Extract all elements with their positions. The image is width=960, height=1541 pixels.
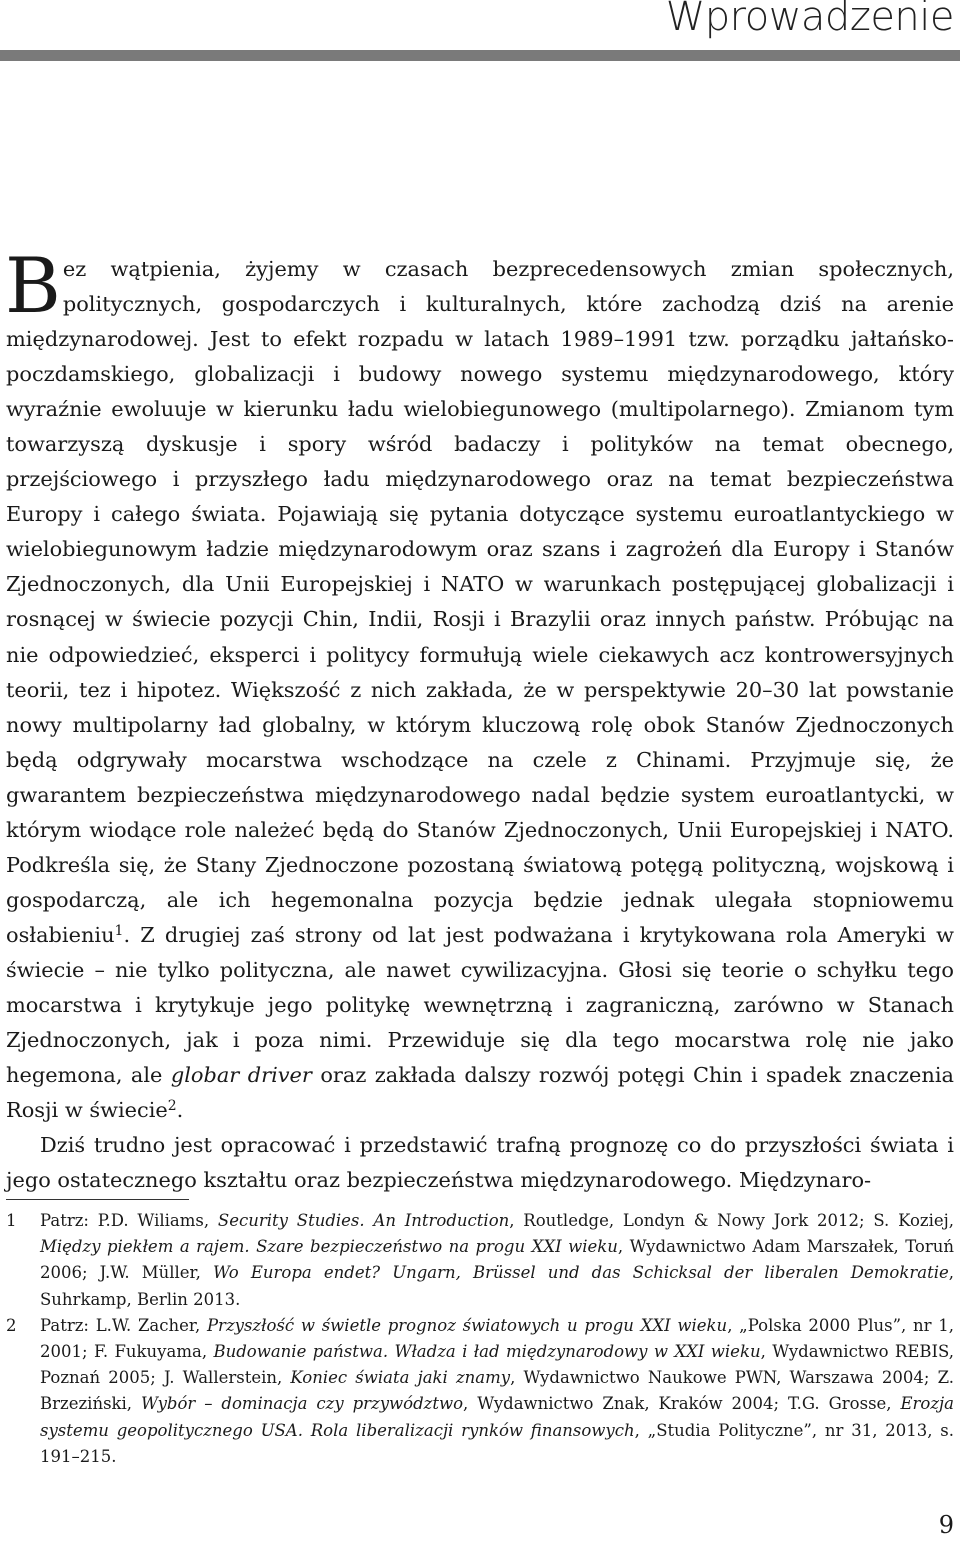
footnote-number: 1 (6, 1211, 17, 1230)
footnote-segment: Patrz: L.W. Zacher, (40, 1315, 207, 1335)
footnote-2 (6, 1313, 954, 1470)
footnote-title: Koniec świata jaki znamy (290, 1368, 511, 1388)
footnote-title: Wo Europa endet? Ungarn, Brüssel und das Schicksal der liberalen Demokratie (212, 1263, 949, 1283)
page-title: Wprowadzenie (665, 0, 954, 40)
footnote-segment: , „Polska 2000 Plus”, nr 1, 2001; F. Fukuyama, (40, 1315, 954, 1362)
footnote-separator (6, 1199, 189, 1200)
footnote-text (40, 1211, 954, 1309)
footnote-ref-1[interactable]: 1 (114, 922, 124, 939)
footnote-title: Security Studies. An Introduction (217, 1211, 510, 1230)
footnote-title: Wybór – dominacja czy przywództwo (140, 1394, 464, 1414)
footnote-segment: , Wydawnictwo Znak, Kraków 2004; T.G. Grosse, (463, 1394, 901, 1414)
footnote-1 (6, 1208, 954, 1313)
footnote-segment: , Wydawnictwo Adam Marszałek, Toruń 2006; J.W. Müller, (40, 1237, 955, 1283)
paragraph-1-text-3: oraz zakłada dalszy rozwój potęgi Chin i spadek znaczenia Rosji w świecie (6, 1063, 954, 1123)
header-rule (0, 50, 960, 61)
footnote-segment: , Wydawnictwo REBIS, Poznań 2005; J. Wallerstein, (40, 1342, 954, 1388)
footnote-title: Erozja systemu geopolitycznego USA. Rola liberalizacji rynków finansowych (40, 1394, 954, 1440)
paragraph-1-end: . (176, 1098, 184, 1123)
footnote-title: Przyszłość w świetle prognoz światowych u progu XXI wieku (206, 1315, 728, 1335)
footnote-segment: Patrz: P.D. Wiliams, (40, 1211, 218, 1230)
main-text (5, 241, 954, 1198)
footnote-title: Budowanie państwa. Władza i ład międzynarodowy w XXI wieku (213, 1342, 761, 1362)
paragraph-1-italic-term: globar driver (170, 1063, 312, 1088)
paragraph-1-text-1: ez wątpienia, żyjemy w czasach bezprecedensowych zmian społecznych, politycznych, gospodarczych i kulturalnych, które zachodzą dziś na arenie międzynarodowej. Jest to efekt rozpadu w latach 1989–1991 tzw. porządku jałtańsko-poczdamskiego, globalizacji i budowy nowego systemu międzynarodowego, który wyraźnie ewoluuje w kierunku ładu wielobiegunowego (multipolarnego). Zmianom tym towarzyszą dyskusje i spory wśród badaczy i polityków na temat obecnego, przejściowego i przyszłego ładu międzynarodowego oraz na temat bezpieczeństwa Europy i całego świata. Pojawiają się pytania dotyczące systemu euroatlantyckiego w wielobiegunowym ładzie międzynarodowym oraz szans i zagrożeń dla Europy i Stanów Zjednoczonych, dla Unii Europejskiej i NATO w warunkach postępującej globalizacji i rosnącej w świecie pozycji Chin, Indii, Rosji i Brazylii oraz innych państw. Próbując na nie odpowiedzieć, eksperci i politycy formułują wiele ciekawych acz kontrowersyjnych teorii, tez i hipotez. Większość z nich zakłada, że w perspektywie 20–30 lat powstanie nowy multipolarny ład globalny, w którym kluczową rolę obok Stanów Zjednoczonych będą odgrywały mocarstwa wschodzące na czele z Chinami. Przyjmuje się, że gwarantem bezpieczeństwa międzynarodowego nadal będzie system euroatlantycki, w którym wiodące role należeć będą do Stanów Zjednoczonych, Unii Europejskiej i NATO. Podkreśla się, że Stany Zjednoczone pozostaną światową potęgą polityczną, wojskową i gospodarczą, ale ich hegemonalna pozycja będzie jednak ulegała stopniowemu osłabieniu (6, 257, 954, 947)
paragraph-2: Dziś trudno jest opracować i przedstawić trafną prognozę co do przyszłości świata i jego ostatecznego kształtu oraz bezpieczeństwa międzynarodowego. Międzynaro- (6, 1133, 954, 1193)
footnote-number: 2 (6, 1315, 17, 1335)
page-number: 9 (938, 1511, 954, 1539)
footnote-title: Między piekłem a rajem. Szare bezpieczeństwo na progu XXI wieku (40, 1237, 618, 1257)
footnote-text (40, 1316, 954, 1466)
footnote-segment: , „Studia Polityczne”, nr 31, 2013, s. 191–215. (40, 1420, 954, 1466)
drop-cap: B (5, 241, 61, 330)
footnote-segment: , Routledge, Londyn & Nowy Jork 2012; S. Koziej, (509, 1211, 954, 1230)
paragraph-1-text-2: . Z drugiej zaś strony od lat jest podważana i krytykowana rola Ameryki w świecie – nie tylko polityczna, ale nawet cywilizacyjna. Głosi się teorie o schyłku tego mocarstwa i krytykuje jego politykę wewnętrzną i zagraniczną, zarówno w Stanach Zjednoczonych, jak i poza nimi. Przewiduje się dla tego mocarstwa rolę nie jako hegemona, ale (6, 922, 954, 1088)
footnotes (6, 1208, 954, 1470)
footnote-ref-2[interactable]: 2 (167, 1098, 177, 1115)
footnote-segment: , Wydawnictwo Naukowe PWN, Warszawa 2004; Z. Brzeziński, (40, 1368, 954, 1414)
footnote-segment: , Suhrkamp, Berlin 2013. (40, 1263, 954, 1309)
paragraph-1 (5, 241, 954, 1128)
